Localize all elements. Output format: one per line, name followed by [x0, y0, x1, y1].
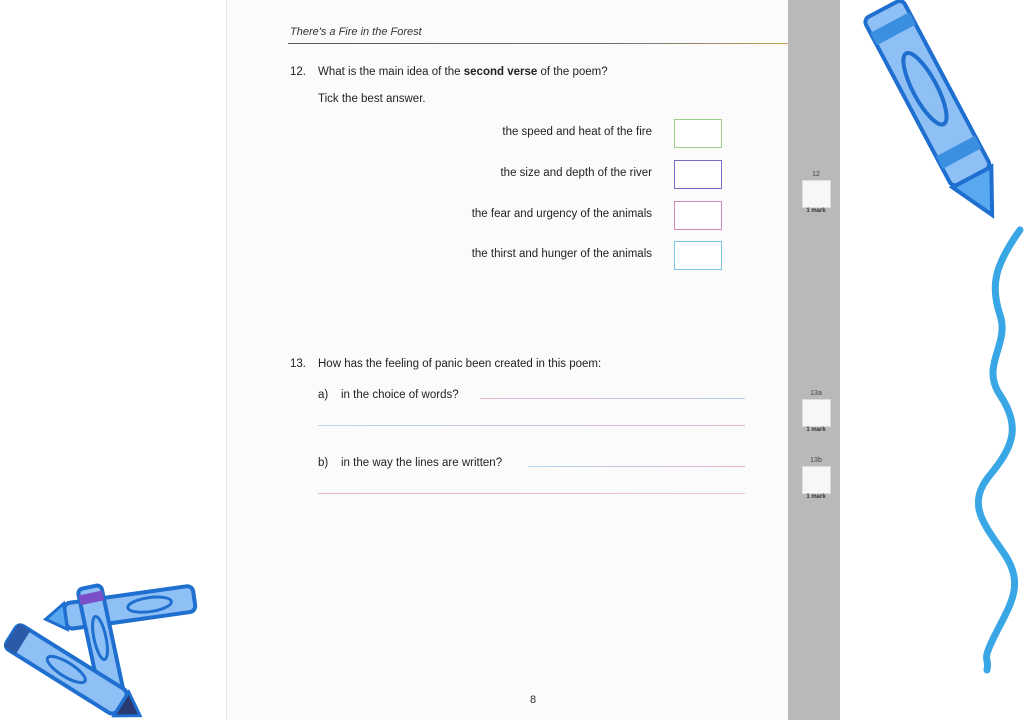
answer-line-13a-1[interactable]	[480, 398, 745, 399]
header-rule	[288, 43, 788, 44]
mark-box-13b[interactable]	[802, 466, 831, 494]
question-13b-label: b)	[318, 457, 329, 469]
mark-box-13a[interactable]	[802, 399, 831, 427]
page-header-title: There's a Fire in the Forest	[290, 26, 422, 38]
question-12-text-after: of the poem?	[540, 66, 608, 78]
mark-note-12: 1 mark	[806, 208, 826, 214]
option-label-2: the size and depth of the river	[500, 167, 652, 179]
crayons-icon	[0, 578, 210, 718]
option-label-4: the thirst and hunger of the animals	[471, 248, 652, 260]
option-label-1: the speed and heat of the fire	[502, 126, 652, 138]
answer-checkbox-4[interactable]	[674, 241, 722, 270]
answer-line-13b-2[interactable]	[318, 493, 745, 494]
question-12-number: 12.	[290, 66, 306, 78]
answer-checkbox-1[interactable]	[674, 119, 722, 148]
answer-line-13a-2[interactable]	[318, 425, 745, 426]
mark-label-13a: 13a	[810, 390, 822, 397]
question-12-text	[318, 66, 608, 78]
wavy-line-icon	[975, 225, 1025, 675]
question-13a-label: a)	[318, 389, 329, 401]
mark-box-12[interactable]	[802, 180, 831, 208]
page-number: 8	[530, 694, 537, 706]
mark-label-12: 12	[812, 171, 820, 178]
question-13b-text: in the way the lines are written?	[341, 457, 503, 469]
question-12-instruction: Tick the best answer.	[318, 93, 426, 105]
mark-note-13a: 1 mark	[806, 427, 826, 433]
answer-line-13b-1[interactable]	[528, 466, 745, 467]
question-13a-text: in the choice of words?	[341, 389, 459, 401]
mark-label-13b: 13b	[810, 457, 822, 464]
answer-checkbox-2[interactable]	[674, 160, 722, 189]
mark-note-13b: 1 mark	[806, 494, 826, 500]
question-12-text-bold: second verse	[463, 66, 538, 78]
question-13-number: 13.	[290, 358, 306, 370]
crayon-icon	[860, 0, 1020, 235]
question-12-text-before: What is the main idea of the	[318, 66, 461, 78]
option-label-3: the fear and urgency of the animals	[471, 208, 652, 220]
question-13-text: How has the feeling of panic been created in this poem:	[318, 358, 602, 370]
marks-margin	[788, 0, 840, 720]
answer-checkbox-3[interactable]	[674, 201, 722, 230]
